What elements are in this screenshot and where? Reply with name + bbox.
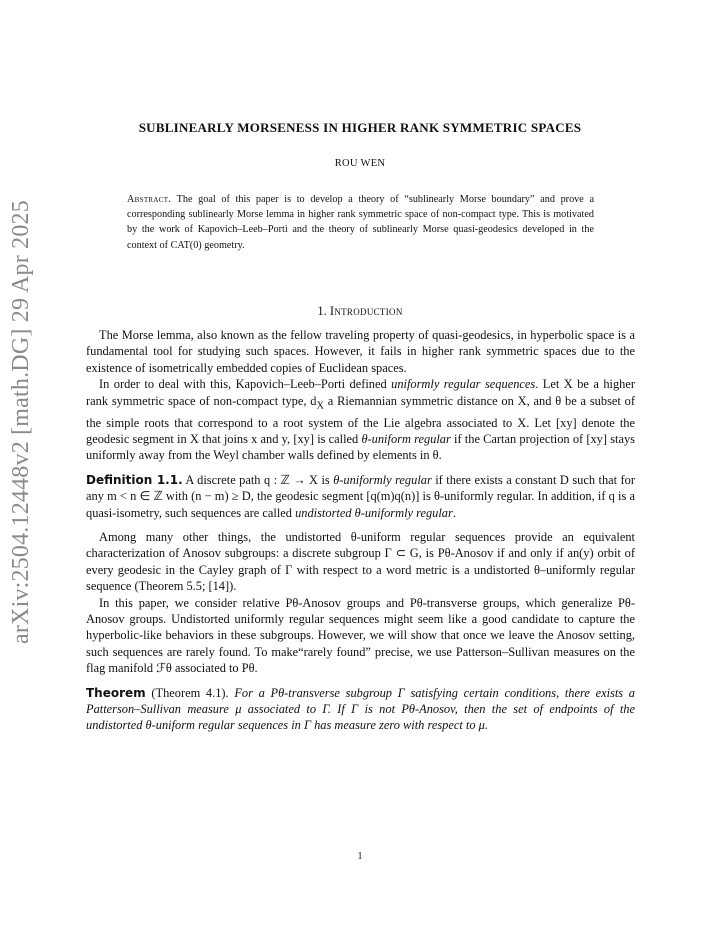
text-run: . Let X be a higher rank symmetric space of non-compact type, d [86,377,635,408]
text-run: A discrete path q : ℤ → X is [182,472,334,487]
abstract-text: The goal of this paper is to develop a theory of “sublinearly Morse boundary” and prove a corresponding sublinearly Morse lemma in higher rank symmetric space of non-compact type. This is motivated by the work of Kapovich–Leeb–Porti and the theory of sublinearly Morse quasi-geodesics developed in the context of CAT(0) geometry. [127,194,594,251]
arxiv-identifier-stamp: arXiv:2504.12448v2 [math.DG] 29 Apr 2025 [8,200,34,644]
section-heading [0,304,720,319]
page-number: 1 [357,851,363,862]
paragraph-kapovich-leeb-porti [86,376,635,464]
emphasis-text: θ-uniform regular [361,431,451,446]
theorem-label: Theorem [86,685,146,700]
paragraph-this-paper: In this paper, we consider relative Pθ-Anosov groups and Pθ-transverse groups, which generalize Pθ-Anosov groups. Undistorted uniformly regular sequences might seem like a good candidate to capture the hyperbolic-like behaviors in these subgroups. However, we will show that once we leave the Anosov setting, such sequences are rarely found. To make“rarely found” precise, we use Patterson–Sullivan measures on the flag manifold ℱθ associated to Pθ. [86,595,635,676]
text-run: if the Cartan projection of [xy] stays uniformly away from the Weyl chamber walls defined by elements in θ. [86,431,635,463]
paper-title: SUBLINEARLY MORSENESS IN HIGHER RANK SYMMETRIC SPACES [138,120,582,135]
abstract [127,192,594,253]
emphasis-text: θ-uniformly regular [333,472,432,487]
section-title: Introduction [329,304,403,318]
paper-author: ROU WEN [334,158,386,169]
theorem-statement [86,685,635,734]
abstract-label: Abstract. [127,194,172,205]
definition-label: Definition 1.1. [86,472,183,487]
paragraph-morse-lemma: The Morse lemma, also known as the fellow traveling property of quasi-geodesics, in hyperbolic space is a fundamental tool for studying such spaces. However, it fails in higher rank symmetric spaces due to the existence of isometrically embedded copies of Euclidean spaces. [86,328,635,375]
theorem-text: For a Pθ-transverse subgroup Γ satisfying certain conditions, there exists a Patterson–Sullivan measure μ associated to Γ. If Γ is not Pθ-Anosov, then the set of endpoints of the undistorted θ-uniform regular sequences in Γ has measure zero with respect to μ. [86,685,635,733]
subscript: X [316,400,324,412]
text-run: . [452,505,456,520]
theorem-reference: (Theorem 4.1). [145,685,229,700]
text-run: if there exists a constant D such that for any m < n ∈ ℤ with (n − m) ≥ D, the geodesic segment [q(m)q(n)] is θ-uniformly regular. In addition, if q is a quasi-isometry, such sequences are called [86,472,635,520]
section-number: 1. [317,304,327,318]
section-body [86,327,635,734]
emphasis-text: uniformly regular sequences [391,377,536,392]
paragraph-anosov-characterization: Among many other things, the undistorted θ-uniform regular sequences provide an equivalent characterization of Anosov subgroups: a discrete subgroup Γ ⊂ G, is Pθ-Anosov if and only if an(y) orbit of every geodesic in the Cayley graph of Γ with respect to a word metric is a undistorted θ–uniformly regular sequence (Theorem 5.5; [14]). [86,529,635,594]
text-run: In order to deal with this, Kapovich–Leeb–Porti defined [99,377,392,392]
text-run: a Riemannian symmetric distance on X, and θ be a subset of the simple roots that correspond to a root system of the Lie algebra associated to X. Let [xy] denote the geodesic segment in X that joins x and y, [xy] is called [86,393,635,446]
definition-1-1 [86,472,635,521]
emphasis-text: undistorted θ-uniformly regular [295,505,453,520]
